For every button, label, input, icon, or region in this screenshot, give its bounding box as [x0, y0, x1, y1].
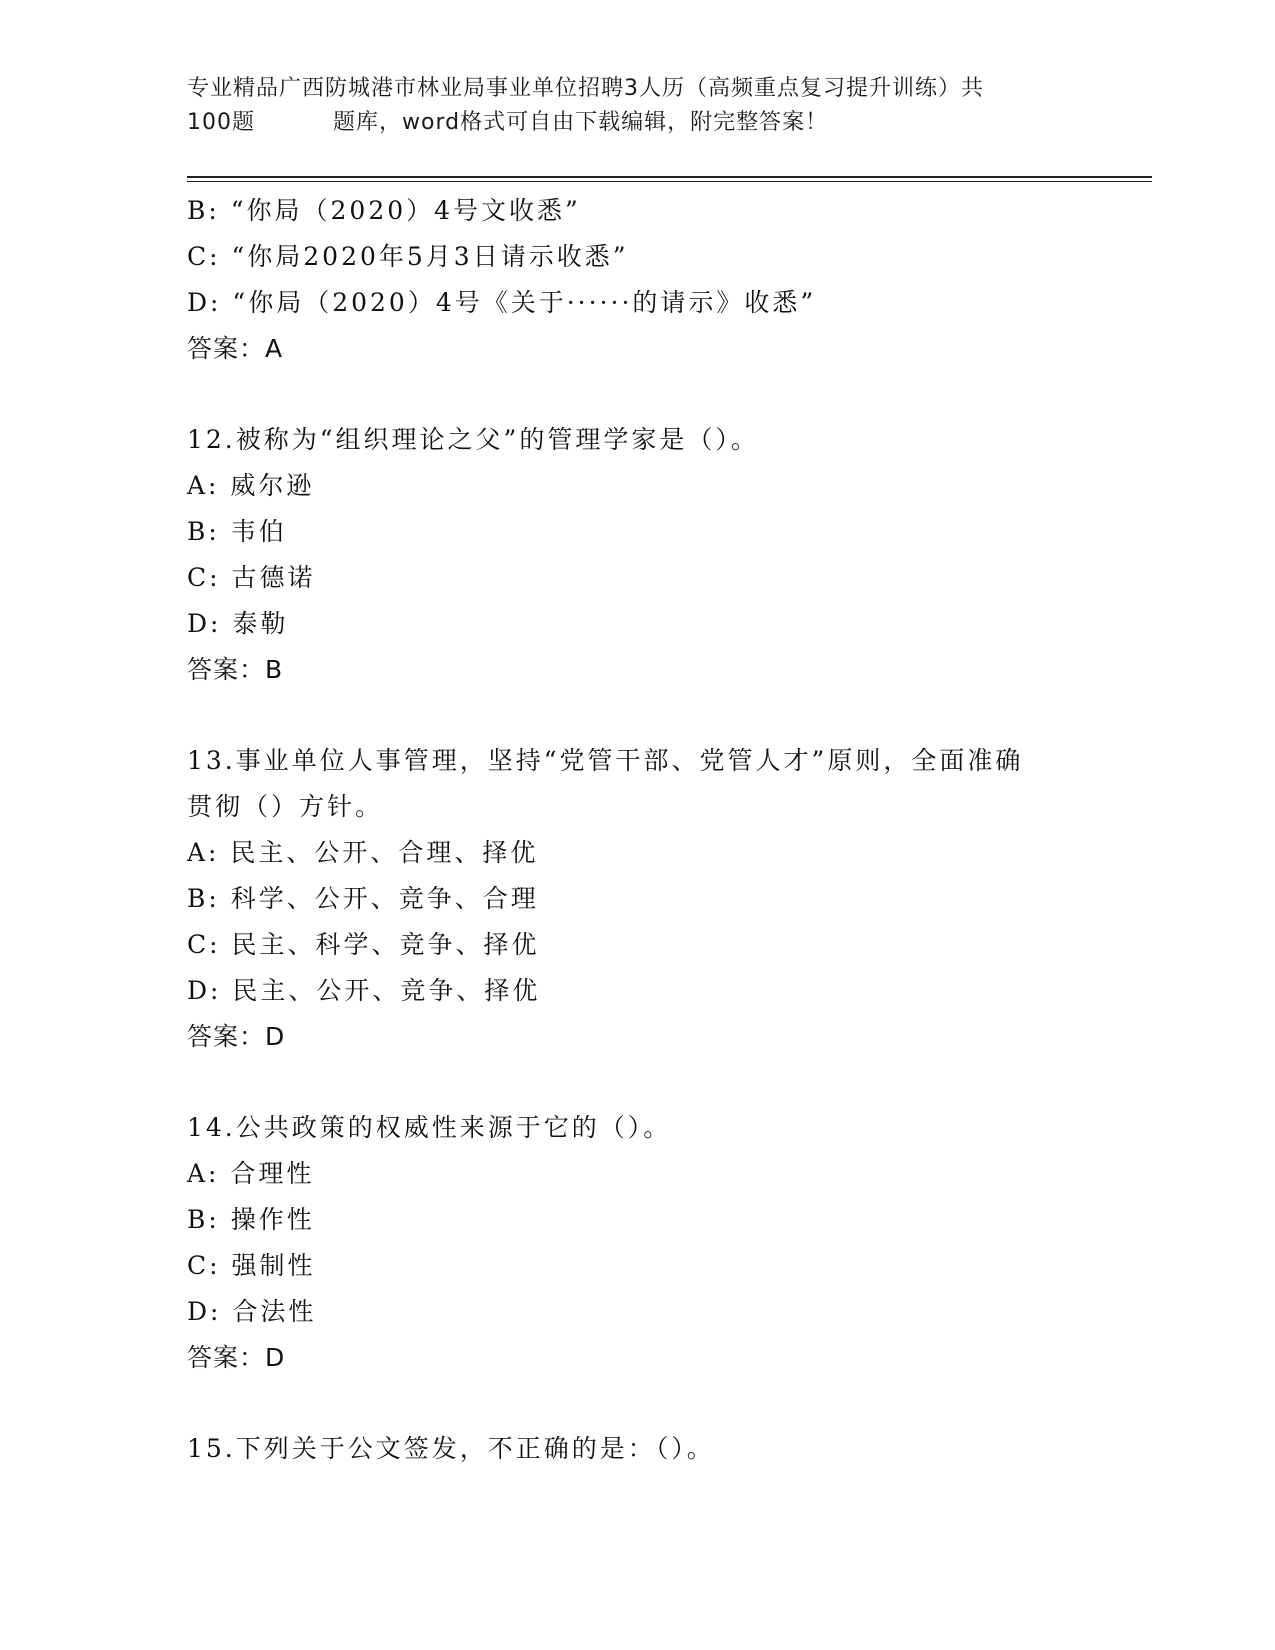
- question-13: [187, 738, 1087, 1060]
- answer: 答案：D: [187, 1343, 286, 1372]
- option-b: B: 韦伯: [187, 517, 287, 546]
- header-rule-thin: [187, 181, 1152, 182]
- header-description: 题库，word格式可自由下载编辑，附完整答案！: [333, 110, 829, 135]
- header-line-2: [187, 106, 1087, 140]
- option-b: B: “你局（2020）4号文收悉”: [187, 196, 581, 225]
- question-15: [187, 1426, 1087, 1472]
- question-stem: 12.被称为“组织理论之父”的管理学家是（）。: [187, 425, 759, 454]
- option-a: A: 合理性: [187, 1159, 315, 1188]
- option-d: D: 民主、公开、竞争、择优: [187, 976, 541, 1005]
- option-c: C: 古德诺: [187, 563, 316, 592]
- option-c: C: 民主、科学、竞争、择优: [187, 930, 540, 959]
- question-stem-line-1: 13.事业单位人事管理，坚持“党管干部、党管人才”原则，全面准确: [187, 746, 1024, 775]
- document-header: [187, 72, 1087, 140]
- header-count: 100题: [187, 110, 255, 135]
- option-b: B: 科学、公开、竞争、合理: [187, 884, 539, 913]
- option-b: B: 操作性: [187, 1205, 315, 1234]
- question-stem: 15.下列关于公文签发，不正确的是：（）。: [187, 1434, 715, 1463]
- question-14: [187, 1105, 1087, 1381]
- question-12: [187, 417, 1087, 693]
- option-a: A: 民主、公开、合理、择优: [187, 838, 539, 867]
- option-c: C: 强制性: [187, 1251, 316, 1280]
- answer: 答案：B: [187, 655, 284, 684]
- option-d: D: “你局（2020）4号《关于······的请示》收悉”: [187, 288, 817, 317]
- option-d: D: 合法性: [187, 1297, 317, 1326]
- header-line-1: 专业精品广西防城港市林业局事业单位招聘3人历（高频重点复习提升训练）共: [187, 76, 984, 101]
- option-c: C: “你局2020年5月3日请示收悉”: [187, 242, 629, 271]
- answer: 答案：D: [187, 1022, 286, 1051]
- question-11-continued: [187, 188, 1087, 372]
- question-stem: 14.公共政策的权威性来源于它的（）。: [187, 1113, 672, 1142]
- answer: 答案：A: [187, 334, 284, 363]
- question-list: [187, 188, 1087, 1472]
- option-d: D: 泰勒: [187, 609, 289, 638]
- header-rule-thick: [187, 176, 1152, 178]
- question-stem-line-2: 贯彻（）方针。: [187, 792, 384, 821]
- option-a: A: 威尔逊: [187, 471, 315, 500]
